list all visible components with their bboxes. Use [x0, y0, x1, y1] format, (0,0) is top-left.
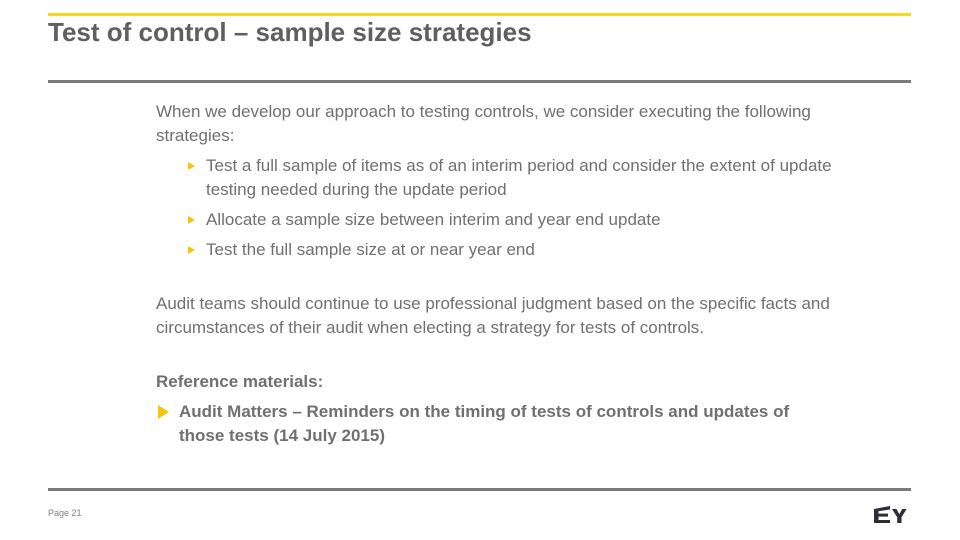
strategy-text: Test a full sample of items as of an interim period and consider the extent of update testing needed during the update period: [206, 156, 832, 199]
top-accent-rule: [48, 13, 911, 16]
guidance-paragraph: Audit teams should continue to use professional judgment based on the specific facts and circumstances of their audit when electing a strategy for tests of controls.: [156, 294, 830, 337]
reference-heading: Reference materials:: [156, 372, 324, 391]
strategy-item: [156, 154, 836, 202]
strategy-item: [156, 238, 836, 262]
strategy-item: [156, 208, 836, 232]
intro-paragraph: When we develop our approach to testing controls, we consider executing the following strategies:: [156, 102, 811, 145]
strategy-text: Allocate a sample size between interim and year end update: [206, 210, 661, 229]
strategy-text: Test the full sample size at or near year end: [206, 240, 535, 259]
triangle-bullet-icon: [188, 162, 195, 170]
strategy-list: [156, 154, 836, 262]
ey-logo: [874, 506, 912, 524]
reference-link[interactable]: [156, 400, 836, 448]
triangle-bullet-icon: [188, 246, 195, 254]
page-number: Page 21: [48, 508, 82, 518]
triangle-bullet-icon: [158, 405, 169, 419]
title-divider: [48, 80, 911, 83]
reference-text: Audit Matters – Reminders on the timing of tests of controls and updates of those tests (14 July 2015): [179, 402, 790, 445]
triangle-bullet-icon: [188, 216, 195, 224]
slide-body: [156, 100, 836, 448]
footer-divider: [48, 488, 911, 491]
slide-title: Test of control – sample size strategies: [48, 17, 532, 47]
